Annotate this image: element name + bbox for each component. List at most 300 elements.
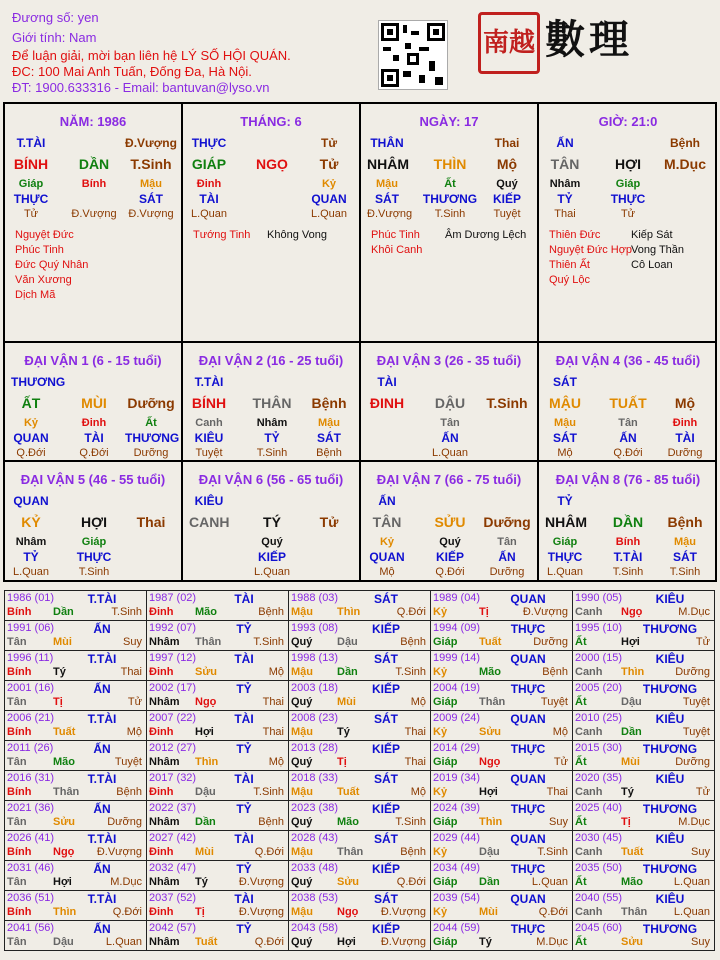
- year-ten-god: TÀI: [234, 592, 254, 606]
- year-stem: Mậu: [291, 666, 313, 678]
- year-label: 2000 (15): [575, 652, 623, 664]
- year-ten-god: KIÊU: [655, 832, 685, 846]
- year-cell: [573, 921, 715, 951]
- year-branch: Dần: [195, 816, 216, 828]
- year-phase: Tuyệt: [682, 726, 710, 738]
- year-branch: Ngọ: [621, 606, 643, 618]
- year-label: 1989 (04): [433, 592, 481, 604]
- year-branch: Mùi: [337, 696, 356, 708]
- cell: KIẾP: [492, 192, 521, 206]
- cell: ĐINH: [369, 395, 405, 411]
- star-item: Văn Xương: [15, 274, 72, 286]
- year-phase: T.Sinh: [253, 636, 284, 648]
- year-label: 2005 (20): [575, 682, 623, 694]
- year-phase: Tử: [553, 756, 568, 768]
- star-item: Khôi Canh: [371, 244, 423, 256]
- cell: Tuyệt: [195, 447, 223, 459]
- cell: Đ.Vượng: [125, 136, 177, 150]
- cell: Đinh: [81, 417, 107, 429]
- cell: L.Quan: [12, 566, 50, 578]
- year-ten-god: TÀI: [234, 712, 254, 726]
- year-cell: [431, 651, 573, 681]
- cell: Bính: [615, 536, 641, 548]
- gender-line: Giới tính: Nam: [12, 30, 97, 45]
- dai-van-5: [5, 462, 183, 580]
- year-cell: [431, 771, 573, 801]
- owner-line: Đương số: yen: [12, 10, 99, 25]
- cell: Giáp: [552, 536, 578, 548]
- cell: Thai: [136, 514, 166, 530]
- cell: T.Sinh: [612, 566, 644, 578]
- cell: T.TÀI: [16, 136, 46, 150]
- cell: KỶ: [21, 514, 41, 530]
- year-label: 1993 (08): [291, 622, 339, 634]
- cell: Giáp: [18, 178, 44, 190]
- qr-code: [378, 20, 448, 90]
- year-label: 2022 (37): [149, 802, 197, 814]
- year-label: 2025 (40): [575, 802, 623, 814]
- year-label: 1988 (03): [291, 592, 339, 604]
- year-ten-god: KIÊU: [655, 712, 685, 726]
- star-item: Phúc Tinh: [371, 229, 420, 241]
- year-phase: Thai: [404, 726, 426, 738]
- year-label: 2040 (55): [575, 892, 623, 904]
- year-phase: M.Dục: [536, 936, 568, 948]
- pillar-1: [5, 104, 183, 342]
- year-cell: [5, 651, 147, 681]
- cell: TỶ: [264, 431, 280, 445]
- table-row: [5, 711, 715, 741]
- cell: Canh: [195, 417, 223, 429]
- cell: QUAN: [13, 431, 49, 445]
- year-label: 2036 (51): [7, 892, 55, 904]
- cell: Ất: [444, 178, 456, 190]
- year-cell: [5, 921, 147, 951]
- year-stem: Giáp: [433, 636, 458, 648]
- year-label: 2042 (57): [149, 922, 197, 934]
- star-item: Quý Lộc: [549, 274, 590, 286]
- cell: Nhâm: [256, 417, 288, 429]
- star-item: Thiên Đức: [549, 229, 601, 241]
- year-ten-god: KIÊU: [655, 892, 685, 906]
- year-branch: Mùi: [479, 906, 498, 918]
- cell: Dưỡng: [127, 395, 175, 411]
- year-stem: Nhâm: [149, 816, 180, 828]
- cell: T.Sinh: [256, 447, 288, 459]
- year-cell: [431, 591, 573, 621]
- year-branch: Hợi: [53, 876, 72, 888]
- year-ten-god: THƯƠNG: [642, 682, 698, 696]
- year-ten-god: QUAN: [510, 832, 546, 846]
- year-cell: [289, 711, 431, 741]
- year-label: 1999 (14): [433, 652, 481, 664]
- year-phase: L.Quan: [673, 876, 710, 888]
- year-phase: Đ.Vượng: [96, 846, 142, 858]
- year-cell: [573, 621, 715, 651]
- dai-van-title: ĐẠI VẬN 6 (56 - 65 tuổi): [198, 472, 344, 487]
- year-label: 2010 (25): [575, 712, 623, 724]
- year-cell: [289, 891, 431, 921]
- year-cell: [289, 741, 431, 771]
- year-cell: [573, 711, 715, 741]
- cell: TUẤT: [609, 395, 647, 411]
- year-phase: Suy: [123, 636, 142, 648]
- year-ten-god: SÁT: [374, 652, 398, 666]
- pillar-title: NGÀY: 17: [419, 114, 479, 129]
- year-phase: T.Sinh: [395, 816, 426, 828]
- year-ten-god: QUAN: [510, 712, 546, 726]
- pillar-title: NĂM: 1986: [59, 114, 127, 129]
- star-item: Tướng Tinh: [193, 229, 251, 241]
- year-cell: [573, 651, 715, 681]
- cell: Thai: [494, 136, 520, 150]
- year-phase: Mộ: [552, 726, 568, 738]
- year-cell: [573, 741, 715, 771]
- year-branch: Thân: [621, 906, 648, 918]
- year-phase: Q.Đới: [254, 846, 284, 858]
- cell: Giáp: [81, 536, 107, 548]
- year-ten-god: ẤN: [93, 862, 111, 876]
- year-cell: [573, 591, 715, 621]
- year-cell: [5, 801, 147, 831]
- dai-van-2: [183, 343, 361, 461]
- year-ten-god: TÀI: [234, 652, 254, 666]
- year-ten-god: T.TÀI: [87, 712, 117, 726]
- year-stem: Ất: [575, 636, 587, 648]
- cell: L.Quan: [253, 566, 291, 578]
- cell: SÁT: [139, 192, 163, 206]
- cell: Đinh: [672, 417, 698, 429]
- address-line: ĐC: 100 Mai Anh Tuấn, Đống Đa, Hà Nội.: [12, 64, 252, 79]
- year-phase: Mộ: [410, 696, 426, 708]
- year-ten-god: TỶ: [236, 862, 252, 876]
- year-stem: Kỷ: [433, 666, 448, 678]
- year-ten-god: T.TÀI: [87, 772, 117, 786]
- cell: Dưỡng: [489, 566, 525, 578]
- year-phase: Suy: [549, 816, 568, 828]
- cell: THÂN: [252, 395, 292, 411]
- cell: ẤN: [619, 431, 637, 445]
- cell: T.Sinh: [486, 395, 528, 411]
- year-ten-god: KIẾP: [371, 622, 400, 636]
- year-branch: Mão: [621, 876, 643, 888]
- star-item: Không Vong: [267, 229, 327, 241]
- table-row: [5, 621, 715, 651]
- year-label: 1992 (07): [149, 622, 197, 634]
- year-stem: Đinh: [149, 666, 174, 678]
- cell: ẤT: [21, 395, 41, 411]
- year-ten-god: T.TÀI: [87, 652, 117, 666]
- year-branch: Sửu: [53, 816, 76, 828]
- year-cell: [289, 591, 431, 621]
- year-phase: Đ.Vượng: [522, 606, 568, 618]
- cell: TÀI: [675, 431, 695, 445]
- year-label: 2007 (22): [149, 712, 197, 724]
- year-ten-god: TỶ: [236, 682, 252, 696]
- year-phase: Q.Đới: [396, 606, 426, 618]
- cell: MẬU: [549, 395, 581, 411]
- year-phase: Bệnh: [116, 786, 142, 798]
- year-ten-god: KIẾP: [371, 682, 400, 696]
- cell: TÂN: [550, 156, 580, 172]
- cell: NHÂM: [545, 514, 587, 530]
- cell: Q.Đới: [79, 447, 109, 459]
- year-ten-god: TỶ: [236, 922, 252, 936]
- cell: TỶ: [23, 550, 39, 564]
- year-ten-god: SÁT: [374, 772, 398, 786]
- cell: Tử: [319, 156, 339, 172]
- year-branch: Thìn: [479, 816, 503, 828]
- year-branch: Tị: [621, 816, 631, 828]
- year-phase: Q.Đới: [112, 906, 142, 918]
- year-label: 2011 (26): [7, 742, 54, 754]
- star-item: Thiên Ất: [549, 259, 590, 271]
- year-label: 2032 (47): [149, 862, 197, 874]
- year-stem: Đinh: [149, 726, 174, 738]
- star-item: Nguyệt Đức Hợp: [549, 244, 633, 256]
- year-stem: Tân: [7, 756, 27, 768]
- year-stem: Bính: [7, 906, 32, 918]
- year-cell: [289, 771, 431, 801]
- cell: DẦN: [78, 156, 110, 172]
- year-branch: Tị: [53, 696, 63, 708]
- year-cell: [573, 801, 715, 831]
- year-label: 2004 (19): [433, 682, 481, 694]
- cell: NGỌ: [256, 156, 288, 172]
- year-label: 2024 (39): [433, 802, 481, 814]
- cell: Mậu: [674, 536, 696, 548]
- year-stem: Kỷ: [433, 906, 448, 918]
- year-cell: [5, 711, 147, 741]
- year-label: 1991 (06): [7, 622, 55, 634]
- cell: SÁT: [317, 431, 341, 445]
- year-cell: [147, 801, 289, 831]
- year-phase: Mộ: [268, 666, 284, 678]
- year-ten-god: THỰC: [510, 742, 546, 756]
- year-label: 2008 (23): [291, 712, 339, 724]
- cell: THÌN: [433, 156, 467, 172]
- year-ten-god: QUAN: [510, 772, 546, 786]
- year-cell: [147, 651, 289, 681]
- year-stem: Giáp: [433, 816, 458, 828]
- cell: Mộ: [557, 447, 573, 459]
- dai-van-title: ĐẠI VẬN 1 (6 - 15 tuổi): [24, 353, 162, 368]
- year-stem: Tân: [7, 636, 27, 648]
- cell: ẤN: [498, 550, 516, 564]
- year-ten-god: KIÊU: [655, 772, 685, 786]
- year-branch: Dần: [621, 726, 642, 738]
- table-row: [5, 681, 715, 711]
- year-cell: [431, 801, 573, 831]
- pillar-4: [539, 104, 717, 342]
- cell: Mộ: [496, 156, 518, 172]
- year-phase: Bệnh: [400, 846, 426, 858]
- cell: SỬU: [434, 514, 466, 530]
- year-label: 2037 (52): [149, 892, 197, 904]
- cell: KIẾP: [257, 550, 286, 564]
- year-branch: Hợi: [621, 636, 640, 648]
- year-stem: Quý: [291, 816, 313, 828]
- year-stem: Tân: [7, 936, 27, 948]
- year-branch: Sửu: [337, 876, 360, 888]
- year-phase: Dưỡng: [533, 636, 568, 648]
- cell: KIÊU: [194, 431, 224, 445]
- year-phase: Q.Đới: [538, 906, 568, 918]
- year-stem: Kỷ: [433, 846, 448, 858]
- year-cell: [289, 801, 431, 831]
- year-ten-god: KIẾP: [371, 802, 400, 816]
- logo-seal: 南越: [478, 12, 540, 74]
- year-cell: [431, 711, 573, 741]
- cell: QUAN: [369, 550, 405, 564]
- cell: Quý: [439, 536, 461, 548]
- year-ten-god: THƯƠNG: [642, 742, 698, 756]
- cell: L.Quan: [310, 208, 348, 220]
- star-item: Dịch Mã: [15, 289, 56, 301]
- year-cell: [289, 651, 431, 681]
- cell: DẦN: [612, 514, 644, 530]
- year-cell: [147, 681, 289, 711]
- year-stem: Đinh: [149, 786, 174, 798]
- year-branch: Ngọ: [337, 906, 359, 918]
- star-item: Kiếp Sát: [631, 229, 673, 241]
- year-stem: Mậu: [291, 846, 313, 858]
- year-cell: [147, 861, 289, 891]
- cell: L.Quan: [431, 447, 469, 459]
- year-cell: [431, 621, 573, 651]
- year-label: 2002 (17): [149, 682, 197, 694]
- year-cell: [147, 711, 289, 741]
- year-label: 1994 (09): [433, 622, 481, 634]
- year-branch: Mão: [195, 606, 217, 618]
- star-item: Đức Quý Nhân: [15, 259, 89, 271]
- year-phase: Thai: [262, 696, 284, 708]
- year-label: 2009 (24): [433, 712, 481, 724]
- year-stem: Nhâm: [149, 636, 180, 648]
- year-label: 2043 (58): [291, 922, 339, 934]
- year-branch: Sửu: [479, 726, 502, 738]
- table-row: [5, 651, 715, 681]
- year-stem: Đinh: [149, 606, 174, 618]
- year-stem: Canh: [575, 726, 603, 738]
- dai-van-title: ĐẠI VẬN 4 (36 - 45 tuổi): [555, 353, 701, 368]
- phone-email-line: ĐT: 1900.633316 - Email: bantuvan@lyso.vn: [12, 80, 270, 95]
- brand-logo: 數理: [545, 16, 633, 63]
- cell: ẤN: [441, 431, 459, 445]
- year-stem: Tân: [7, 816, 27, 828]
- year-stem: Canh: [575, 846, 603, 858]
- year-stem: Quý: [291, 756, 313, 768]
- year-ten-god: KIẾP: [371, 922, 400, 936]
- year-branch: Dậu: [337, 636, 358, 648]
- year-cell: [147, 741, 289, 771]
- cell: Tuyệt: [493, 208, 521, 220]
- cell: M.Dục: [664, 156, 706, 172]
- cell: Dưỡng: [483, 514, 531, 530]
- cell: TỶ: [557, 192, 573, 206]
- cell: Nhâm: [15, 536, 47, 548]
- year-cell: [5, 771, 147, 801]
- year-branch: Ngọ: [479, 756, 501, 768]
- table-row: [5, 801, 715, 831]
- year-stem: Mậu: [291, 786, 313, 798]
- year-branch: Thìn: [195, 756, 219, 768]
- year-label: 2038 (53): [291, 892, 339, 904]
- year-stem: Kỷ: [433, 726, 448, 738]
- year-ten-god: TÀI: [234, 892, 254, 906]
- cell: THỰC: [13, 192, 49, 206]
- cell: T.Sinh: [669, 566, 701, 578]
- year-phase: Tử: [127, 696, 142, 708]
- year-stem: Quý: [291, 876, 313, 888]
- dai-van-title: ĐẠI VẬN 7 (66 - 75 tuổi): [376, 472, 522, 487]
- year-phase: M.Dục: [110, 876, 142, 888]
- year-phase: Bệnh: [400, 636, 426, 648]
- year-cell: [431, 831, 573, 861]
- year-ten-god: THƯƠNG: [642, 622, 698, 636]
- year-cell: [431, 891, 573, 921]
- annual-table: [4, 590, 715, 951]
- dai-van-6: [183, 462, 361, 580]
- year-ten-god: TỶ: [236, 742, 252, 756]
- cell: Ất: [145, 417, 157, 429]
- year-label: 2014 (29): [433, 742, 481, 754]
- year-branch: Tị: [337, 756, 347, 768]
- year-cell: [573, 861, 715, 891]
- year-cell: [573, 891, 715, 921]
- year-branch: Dần: [479, 876, 500, 888]
- cell: Quý: [496, 178, 518, 190]
- year-phase: M.Dục: [678, 606, 710, 618]
- cell: Bệnh: [316, 447, 342, 459]
- year-ten-god: THỰC: [510, 922, 546, 936]
- year-stem: Ất: [575, 756, 587, 768]
- year-label: 2018 (33): [291, 772, 339, 784]
- year-branch: Tị: [195, 906, 205, 918]
- year-label: 2017 (32): [149, 772, 197, 784]
- cell: Tử: [320, 136, 338, 150]
- pillar-3: [361, 104, 539, 342]
- year-label: 2029 (44): [433, 832, 481, 844]
- year-stem: Tân: [7, 696, 27, 708]
- cell: L.Quan: [546, 566, 584, 578]
- year-ten-god: SÁT: [374, 892, 398, 906]
- year-branch: Tý: [479, 936, 492, 948]
- year-cell: [147, 921, 289, 951]
- year-phase: T.Sinh: [253, 786, 284, 798]
- year-cell: [147, 621, 289, 651]
- year-stem: Bính: [7, 606, 32, 618]
- year-branch: Mão: [337, 816, 359, 828]
- cell: GIÁP: [191, 156, 227, 172]
- cell: ẤN: [556, 136, 574, 150]
- year-ten-god: QUAN: [510, 892, 546, 906]
- year-stem: Bính: [7, 786, 32, 798]
- year-phase: Dưỡng: [675, 666, 710, 678]
- year-cell: [431, 741, 573, 771]
- cell: CANH: [189, 514, 230, 530]
- year-branch: Mùi: [53, 636, 72, 648]
- year-branch: Mùi: [195, 846, 214, 858]
- cell: Tân: [618, 417, 638, 429]
- year-phase: Suy: [691, 936, 710, 948]
- dai-van-4: [539, 343, 717, 461]
- cell: SÁT: [553, 375, 577, 389]
- dai-van-8: [539, 462, 717, 580]
- pillar-title: THÁNG: 6: [240, 114, 302, 129]
- year-phase: Bệnh: [258, 606, 284, 618]
- year-ten-god: THỰC: [510, 802, 546, 816]
